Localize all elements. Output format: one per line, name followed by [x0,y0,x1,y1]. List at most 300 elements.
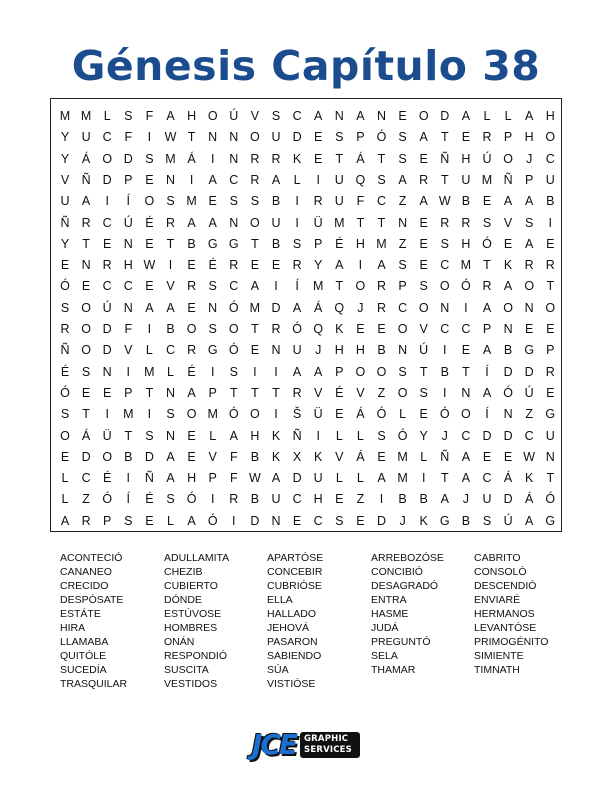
grid-letter: A [187,513,196,528]
grid-letter: P [335,364,344,379]
grid-letter: O [376,364,387,379]
grid-letter: P [208,385,217,400]
grid-letter: N [208,130,218,145]
grid-letter: P [103,513,112,528]
grid-letter: L [483,109,491,123]
grid-letter: T [124,428,133,443]
grid-letter: A [482,385,492,400]
word-list [60,551,560,701]
grid-letter: E [250,343,260,358]
grid-letter: E [419,258,428,273]
grid-letter: G [545,407,556,422]
grid-letter: B [271,236,281,251]
grid-letter: A [208,172,217,187]
word-item: DESAGRADÓ [371,580,439,592]
grid-letter: U [461,172,471,187]
grid-letter: L [293,172,301,187]
grid-letter: E [81,279,91,294]
grid-letter: D [102,172,112,187]
word-item: VESTIDOS [164,678,218,690]
grid-letter: H [334,343,344,358]
grid-letter: A [292,300,302,315]
grid-letter: O [81,322,91,336]
grid-letter: L [209,428,217,443]
grid-letter: H [545,109,555,123]
grid-letter: S [208,322,217,336]
grid-letter: E [546,385,555,400]
grid-letter: S [124,109,133,123]
grid-letter: R [271,322,281,336]
grid-letter: D [81,449,91,464]
grid-letter: I [316,428,320,443]
grid-letter: I [189,172,194,187]
word-item: PREGUNTÓ [371,636,431,648]
grid-letter: N [102,364,112,379]
grid-letter: L [61,492,69,507]
grid-letter: S [208,279,217,294]
grid-letter: I [464,300,468,315]
word-item: SIMIENTE [474,650,524,662]
grid-letter: N [524,300,534,315]
word-item: ESTÁTE [60,608,101,620]
grid-letter: U [60,194,70,209]
grid-letter: U [271,492,281,507]
grid-letter: N [229,215,239,230]
grid-letter: G [545,513,556,528]
grid-letter: C [376,194,387,209]
grid-letter: O [545,130,556,145]
grid-letter: S [81,364,91,379]
grid-letter: D [144,449,154,464]
grid-letter: S [229,364,238,379]
page-title: Génesis Capítulo 38 [71,42,541,90]
word-item: ADULLAMITA [164,552,230,564]
grid-letter: Ú [102,300,112,315]
grid-letter: Z [398,236,407,251]
grid-letter: E [60,258,70,273]
grid-letter: R [292,258,302,273]
grid-letter: Ó [60,279,70,294]
grid-letter: R [250,172,260,187]
grid-letter: W [164,130,177,145]
grid-letter: E [398,109,407,123]
grid-letter: S [482,513,492,528]
grid-letter: P [525,172,534,187]
grid-letter: Ñ [440,151,450,166]
grid-letter: K [314,449,323,464]
grid-letter: H [250,428,260,443]
word-item: HALLADO [267,608,317,620]
grid-letter: É [145,215,154,230]
grid-letter: R [229,492,239,507]
word-item: CABRITO [474,552,521,564]
grid-letter: P [124,385,133,400]
grid-letter: Í [485,407,489,422]
grid-letter: Ó [376,407,387,422]
grid-letter: L [356,471,364,486]
grid-letter: A [419,130,428,145]
grid-letter: Á [187,151,196,166]
grid-letter: Ó [228,343,239,358]
grid-letter: R [187,343,197,358]
grid-letter: O [81,343,91,358]
grid-letter: I [147,322,152,336]
grid-letter: A [314,364,323,379]
grid-letter: C [524,428,534,443]
word-item: CANANEO [60,566,112,578]
grid-letter: H [123,258,133,273]
grid-letter: R [292,385,302,400]
grid-letter: Á [314,300,323,315]
grid-letter: R [165,215,176,230]
grid-letter: V [419,322,428,336]
grid-letter: U [81,130,91,145]
word-item: SELA [371,650,398,662]
grid-letter: W [523,449,536,464]
grid-letter: E [145,172,154,187]
word-item: VISTIÓSE [267,678,316,690]
grid-letter: D [292,471,302,486]
word-column [474,551,578,677]
grid-letter: Ú [482,151,492,166]
grid-letter: S [166,194,175,209]
grid-letter: L [335,471,343,486]
grid-letter: I [274,279,278,294]
grid-letter: S [145,151,154,166]
grid-letter: U [292,343,302,358]
grid-letter: T [335,151,344,166]
grid-letter: C [398,300,408,315]
grid-letter: B [546,194,555,209]
grid-letter: T [272,385,280,400]
grid-letter: J [399,513,406,528]
grid-letter: A [419,194,428,209]
grid-letter: A [292,364,302,379]
grid-letter: T [440,172,449,187]
grid-letter: A [271,471,281,486]
grid-letter: E [419,215,428,230]
grid-letter: A [187,385,196,400]
grid-letter: O [186,407,197,422]
grid-letter: Ñ [60,215,70,230]
grid-letter: E [482,449,492,464]
word-item: SÚA [267,664,289,676]
grid-letter: P [208,471,217,486]
grid-letter: Ó [228,407,239,422]
grid-letter: V [356,385,365,400]
grid-letter: E [419,151,428,166]
grid-letter: E [103,236,112,251]
grid-letter: M [144,364,155,379]
grid-letter: Ó [461,279,471,294]
grid-letter: A [525,194,534,209]
grid-letter: A [208,215,217,230]
grid-letter: R [102,258,112,273]
word-item: PASARON [267,636,318,648]
grid-letter: N [271,513,281,528]
grid-letter: Í [126,492,131,507]
grid-letter: V [335,449,344,464]
grid-letter: I [210,492,215,507]
grid-letter: U [271,130,281,145]
grid-letter: C [292,492,302,507]
grid-letter: M [460,258,472,273]
grid-letter: B [166,322,175,336]
grid-letter: D [292,130,302,145]
publisher-logo [252,727,362,763]
logo-line-1: GRAPHIC [304,734,349,744]
grid-letter: C [461,428,471,443]
grid-letter: G [524,343,535,358]
grid-letter: E [250,258,260,273]
grid-letter: I [548,215,553,230]
grid-letter: Ó [482,236,492,251]
grid-letter: D [271,300,281,315]
grid-letter: B [461,513,471,528]
grid-letter: A [81,194,91,209]
grid-letter: S [229,194,238,209]
grid-letter: E [145,279,154,294]
word-item: ESTÚVOSE [164,608,222,620]
grid-letter: C [229,279,239,294]
grid-letter: N [229,151,239,166]
grid-letter: S [377,428,386,443]
grid-letter: M [376,236,387,251]
grid-letter: É [208,258,217,273]
grid-letter: C [102,215,112,230]
word-item: ELLA [267,594,293,606]
grid-letter: N [440,300,450,315]
grid-letter: Í [126,194,131,209]
word-item: TIMNATH [474,664,520,676]
grid-letter: A [314,109,323,123]
grid-letter: H [461,151,471,166]
grid-letter: C [461,322,471,336]
grid-letter: R [545,364,555,379]
grid-letter: Ú [229,109,239,123]
word-column [267,551,371,691]
grid-letter: A [229,428,238,443]
grid-letter: Ó [439,407,450,422]
grid-letter: K [292,151,302,166]
grid-letter: Š [292,407,302,422]
grid-letter: M [481,172,493,187]
grid-letter: E [482,194,492,209]
grid-letter: L [167,364,174,379]
grid-letter: A [482,343,492,358]
grid-letter: O [503,300,513,315]
grid-letter: A [166,109,175,123]
grid-letter: Y [419,428,428,443]
grid-letter: N [229,130,239,145]
grid-letter: J [462,492,470,507]
grid-letter: E [208,194,217,209]
grid-letter: K [271,428,281,443]
word-item: QUITÓLE [60,650,107,662]
grid-letter: Ü [313,407,323,422]
grid-letter: P [482,322,492,336]
grid-letter: I [421,471,426,486]
grid-letter: Ó [545,492,556,507]
word-item: CUBRIÓSE [267,580,322,592]
grid-letter: A [503,279,513,294]
grid-letter: S [525,215,534,230]
grid-letter: E [356,322,365,336]
grid-letter: A [440,492,449,507]
grid-letter: P [124,172,133,187]
word-item: THAMAR [371,664,416,676]
grid-letter: P [398,279,407,294]
grid-letter: R [482,130,492,145]
grid-letter: I [295,194,299,209]
grid-letter: N [165,172,176,187]
grid-letter: E [81,385,91,400]
grid-letter: E [292,513,302,528]
grid-letter: T [546,279,555,294]
grid-letter: T [251,385,259,400]
grid-letter: L [61,471,69,486]
grid-letter: Ñ [292,428,302,443]
grid-letter: D [482,428,492,443]
grid-letter: É [60,364,70,379]
grid-letter: Á [356,449,365,464]
grid-letter: R [461,215,471,230]
grid-letter: T [440,471,449,486]
grid-letter: T [145,385,154,400]
grid-letter: S [335,130,344,145]
grid-letter: O [503,151,513,166]
word-item: HERMANOS [474,608,535,620]
grid-letter: T [377,215,386,230]
grid-letter: Í [295,279,299,294]
grid-letter: V [60,172,70,187]
grid-letter: N [461,385,471,400]
grid-letter: E [271,258,281,273]
grid-letter: D [250,513,260,528]
grid-letter: A [187,215,196,230]
grid-letter: L [103,109,111,123]
grid-letter: S [398,151,407,166]
grid-letter: P [503,130,513,145]
grid-letter: S [419,279,428,294]
grid-letter: R [81,513,91,528]
grid-letter: Á [356,407,365,422]
grid-letter: U [545,428,555,443]
grid-letter: C [292,109,302,123]
grid-letter: O [250,215,260,230]
grid-letter: C [545,151,555,166]
grid-letter: N [503,407,513,422]
word-item: ENTRA [371,594,407,606]
word-item: HOMBRES [164,622,218,634]
word-item: TRASQUILAR [60,678,128,690]
grid-letter: A [482,300,492,315]
grid-letter: W [248,471,261,486]
grid-letter: O [228,322,239,336]
grid-letter: Ó [60,385,70,400]
grid-letter: H [461,236,471,251]
grid-letter: Ñ [503,172,513,187]
grid-letter: U [271,215,281,230]
word-column [164,551,268,691]
grid-letter: A [461,471,471,486]
grid-letter: J [526,151,533,166]
grid-letter: L [504,109,512,123]
grid-letter: M [397,471,408,486]
grid-letter: O [439,279,450,294]
grid-letter: I [147,407,152,422]
grid-letter: A [377,258,386,273]
grid-letter: I [274,364,278,379]
grid-letter: C [102,130,112,145]
grid-letter: U [334,194,344,209]
grid-letter: I [105,407,109,422]
grid-letter: M [207,407,218,422]
word-item: HIRA [60,622,86,634]
grid-letter: Ó [376,130,387,145]
grid-letter: C [81,471,91,486]
grid-letter: K [335,322,344,336]
grid-letter: M [165,151,176,166]
grid-letter: F [124,130,133,145]
grid-letter: R [229,258,239,273]
grid-letter: O [418,300,429,315]
grid-letter: O [144,194,155,209]
grid-letter: E [461,130,471,145]
grid-letter: N [165,385,176,400]
grid-letter: S [398,258,407,273]
grid-letter: O [397,322,408,336]
grid-letter: D [102,322,112,336]
grid-letter: O [250,130,260,145]
grid-letter: S [440,236,449,251]
grid-letter: E [145,236,154,251]
grid-letter: E [546,236,555,251]
grid-letter: E [461,343,471,358]
grid-letter: M [80,109,92,123]
grid-letter: U [334,172,344,187]
grid-letter: G [207,236,218,251]
grid-letter: E [546,322,555,336]
grid-letter: O [355,279,366,294]
grid-row [51,509,563,533]
grid-letter: B [271,194,281,209]
grid-letter: C [165,343,176,358]
grid-letter: I [147,130,152,145]
grid-letter: I [126,471,131,486]
grid-letter: E [187,258,196,273]
grid-letter: Z [356,492,365,507]
grid-letter: A [166,300,175,315]
grid-letter: S [250,194,260,209]
grid-letter: R [440,215,450,230]
grid-letter: N [376,109,387,123]
grid-letter: Ó [397,428,408,443]
grid-letter: S [60,407,70,422]
grid-letter: A [60,513,70,528]
grid-letter: Y [60,130,70,145]
grid-letter: Ü [313,215,323,230]
grid-letter: Q [355,172,366,187]
grid-letter: D [376,513,387,528]
grid-letter: J [357,300,364,315]
grid-letter: E [503,236,513,251]
grid-letter: D [440,109,450,123]
grid-letter: T [546,471,555,486]
grid-letter: S [145,428,154,443]
grid-letter: S [398,364,407,379]
word-item: CHEZIB [164,566,203,578]
